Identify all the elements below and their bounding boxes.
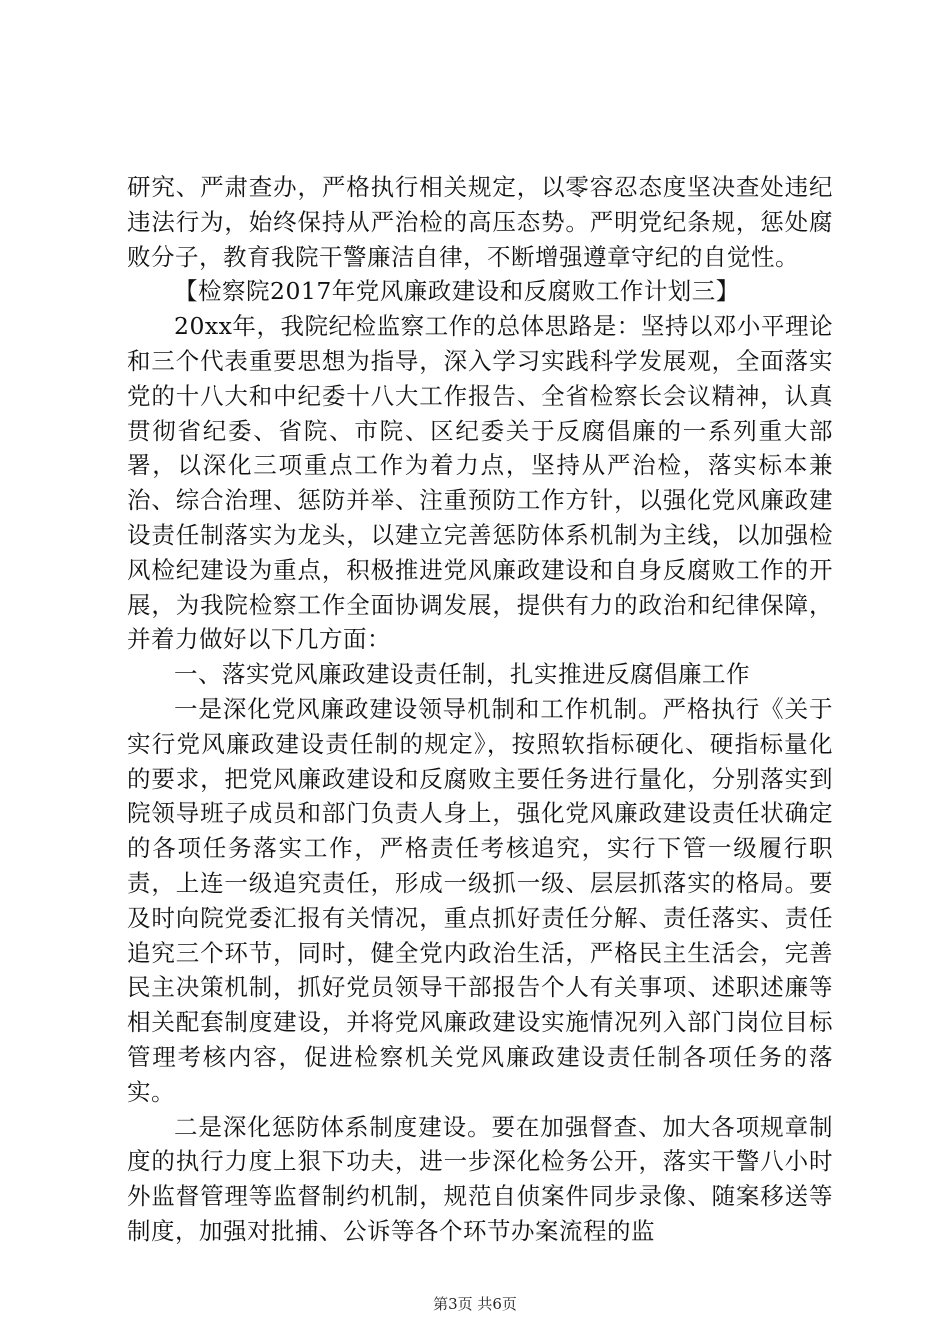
paragraph-overview: 20xx年，我院纪检监察工作的总体思路是：坚持以邓小平理论和三个代表重要思想为指导，深入学习实践科学发展观，全面落实党的十八大和中纪委十八大工作报告、全省检察长会议精神，认真贯彻省纪委、省院、市院、区纪委关于反腐倡廉的一系列重大部署，以深化三项重点工作为着力点，坚持从严治检，落实标本兼治、综合治理、惩防并举、注重预防工作方针，以强化党风廉政建设责任制落实为龙头，以建立完善惩防体系机制为主线，以加强检风检纪建设为重点，积极推进党风廉政建设和自身反腐败工作的开展，为我院检察工作全面协调发展，提供有力的政治和纪律保障，并着力做好以下几方面： [127,312,833,654]
section-title: 【检察院2017年党风廉政建设和反腐败工作计划三】 [174,277,740,306]
subheading-one: 一、落实党风廉政建设责任制，扎实推进反腐倡廉工作 [174,660,750,689]
page-footer: 第3页 共6页 [433,1295,517,1313]
paragraph-point-two: 二是深化惩防体系制度建设。要在加强督查、加大各项规章制度的执行力度上狠下功夫，进一步深化检务公开，落实干警八小时外监督管理等监督制约机制，规范自侦案件同步录像、随案移送等制度，加强对批捕、公诉等各个环节办案流程的监 [127,1112,833,1245]
paragraph-continuation: 研究、严肃查办，严格执行相关规定，以零容忍态度坚决查处违纪违法行为，始终保持从严治检的高压态势。严明党纪条规，惩处腐败分子，教育我院干警廉洁自律，不断增强遵章守纪的自觉性。 [127,173,833,271]
document-body [127,170,833,1249]
paragraph-point-one: 一是深化党风廉政建设领导机制和工作机制。严格执行《关于实行党风廉政建设责任制的规定》，按照软指标硬化、硬指标量化的要求，把党风廉政建设和反腐败主要任务进行量化，分别落实到院领导班子成员和部门负责人身上，强化党风廉政建设责任状确定的各项任务落实工作，严格责任考核追究，实行下管一级履行职责，上连一级追究责任，形成一级抓一级、层层抓落实的格局。要及时向院党委汇报有关情况，重点抓好责任分解、责任落实、责任追究三个环节，同时，健全党内政治生活，严格民主生活会，完善民主决策机制，抓好党员领导干部报告个人有关事项、述职述廉等相关配套制度建设，并将党风廉政建设实施情况列入部门岗位目标管理考核内容，促进检察机关党风廉政建设责任制各项任务的落实。 [127,694,833,1106]
